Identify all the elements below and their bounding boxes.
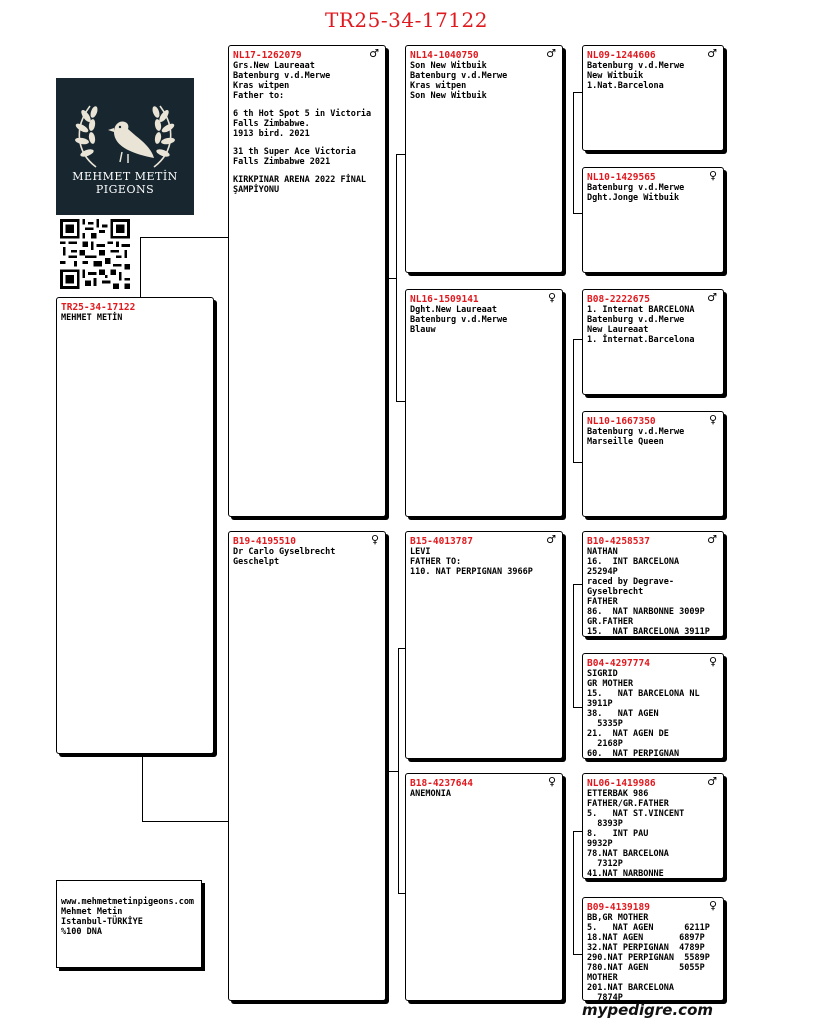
- pigeon-line: Blauw: [410, 325, 436, 335]
- brand-name-line1: MEHMET METİN: [72, 170, 178, 183]
- ring-number: NL16-1509141: [410, 294, 479, 305]
- pigeon-lines: [587, 669, 719, 759]
- pigeon-line: 41.NAT NARBONNE: [587, 869, 664, 879]
- pigeon-card-ddd[interactable]: [582, 897, 724, 1001]
- pigeon-line: Falls Zimbabwe.: [233, 119, 310, 129]
- dna-note: %100 DNA: [61, 927, 102, 937]
- brand-name: [56, 170, 194, 196]
- pigeon-line: Marseille Queen: [587, 437, 664, 447]
- pigeon-line: 9932P: [587, 839, 613, 849]
- pigeon-line: 5335P: [587, 719, 623, 729]
- ring-number: NL06-1419986: [587, 778, 656, 789]
- pigeon-lines: [587, 305, 719, 345]
- pigeon-lines: [410, 305, 558, 335]
- pigeon-line: 6 th Hot Spot 5 in Victoria: [233, 109, 372, 119]
- pigeon-line: 290.NAT PERPIGNAN 5589P: [587, 953, 710, 963]
- female-icon: ♀: [547, 291, 556, 304]
- pigeon-line: MEHMET METİN: [61, 313, 123, 323]
- pigeon-card-ds[interactable]: [405, 531, 563, 759]
- pigeon-line: FATHER: [587, 597, 618, 607]
- pigeon-line: New Laureaat: [587, 325, 649, 335]
- pigeon-lines: [410, 547, 558, 577]
- pigeon-card-dds[interactable]: [582, 773, 724, 879]
- female-icon: ♀: [708, 655, 717, 668]
- ring-number: B04-4297774: [587, 658, 650, 669]
- pigeon-line: Batenburg v.d.Merwe: [587, 61, 685, 71]
- pigeon-line: GR.FATHER: [587, 617, 634, 627]
- pigeon-lines: [233, 547, 381, 567]
- pigeon-line: Kras witpen: [410, 81, 467, 91]
- ring-number: NL09-1244606: [587, 50, 656, 61]
- pigeon-lines: [587, 547, 719, 637]
- brand-logo: [56, 78, 194, 215]
- pigeon-line: SIGRID: [587, 669, 618, 679]
- male-icon: ♂: [707, 533, 717, 546]
- pigeon-line: ANEMONIA: [410, 789, 451, 799]
- pigeon-line: 780.NAT AGEN 5055P: [587, 963, 705, 973]
- pigeon-line: 16. INT BARCELONA: [587, 557, 680, 567]
- pigeon-line: Father to:: [233, 91, 285, 101]
- pigeon-line: 31 th Super Ace Victoria: [233, 147, 356, 157]
- pigeon-line: 8393P: [587, 819, 623, 829]
- pigeon-card-dsd[interactable]: [582, 653, 724, 759]
- pigeon-line: raced by Degrave-: [587, 577, 674, 587]
- connector-subject-dam: [142, 754, 230, 822]
- pigeon-line: FATHER/GR.FATHER: [587, 799, 669, 809]
- pedigree-title: TR25-34-17122: [325, 8, 488, 32]
- male-icon: ♂: [546, 533, 556, 546]
- pigeon-line: 8. INT PAU: [587, 829, 649, 839]
- pigeon-line: 5. NAT ST.VINCENT: [587, 809, 685, 819]
- pigeon-line: Falls Zimbabwe 2021: [233, 157, 331, 167]
- male-icon: ♂: [707, 291, 717, 304]
- pigeon-line: MOTHER: [587, 973, 618, 983]
- pigeon-line: 7874P: [587, 993, 623, 1001]
- connector-dam-parents: [398, 648, 405, 894]
- ring-number: NL10-1429565: [587, 172, 656, 183]
- pigeon-line: GR MOTHER: [587, 679, 634, 689]
- pigeon-line: KIRKPINAR ARENA 2022 FİNAL: [233, 175, 367, 185]
- pigeon-lines: [410, 789, 558, 799]
- pigeon-line: Geschelpt: [233, 557, 280, 567]
- pigeon-line: 110. NAT PERPIGNAN 3966P: [410, 567, 533, 577]
- female-icon: ♀: [547, 775, 556, 788]
- pigeon-line: [233, 139, 381, 147]
- pigeon-line: Batenburg v.d.Merwe: [587, 183, 685, 193]
- ring-number: B15-4013787: [410, 536, 473, 547]
- ring-number: B10-4258537: [587, 536, 650, 547]
- pigeon-line: Son New Witbuik: [410, 61, 487, 71]
- pigeon-line: ETTERBAK 986: [587, 789, 649, 799]
- pigeon-line: 86. NAT NARBONNE 3009P: [587, 607, 705, 617]
- pigeon-line: Batenburg v.d.Merwe: [233, 71, 331, 81]
- breeder-name: Mehmet Metin: [61, 907, 123, 917]
- pigeon-card-ss[interactable]: [405, 45, 563, 273]
- pigeon-line: ŞAMPİYONU: [233, 185, 280, 195]
- pigeon-card-dd[interactable]: [405, 773, 563, 1001]
- pigeon-lines: [587, 427, 719, 447]
- breeder-info-box: [56, 880, 202, 968]
- pigeon-lines: [410, 61, 558, 101]
- ring-number: NL10-1667350: [587, 416, 656, 427]
- ring-number: NL17-1262079: [233, 50, 302, 61]
- pigeon-line: LEVI: [410, 547, 431, 557]
- pigeon-card-subject[interactable]: [56, 297, 214, 754]
- pigeon-card-ssd[interactable]: [582, 167, 724, 273]
- pigeon-line: Batenburg v.d.Merwe: [410, 71, 508, 81]
- pigeon-line: Dght.Jonge Witbuik: [587, 193, 680, 203]
- pigeon-card-sds[interactable]: [582, 289, 724, 395]
- pigeon-lines: [587, 789, 719, 879]
- male-icon: ♂: [546, 47, 556, 60]
- pigeon-line: Batenburg v.d.Merwe: [587, 427, 685, 437]
- pigeon-line: Gyselbrecht: [587, 587, 644, 597]
- male-icon: ♂: [369, 47, 379, 60]
- ring-number: NL14-1040750: [410, 50, 479, 61]
- ring-number: B09-4139189: [587, 902, 650, 913]
- pigeon-line: 1. Internat BARCELONA: [587, 305, 695, 315]
- pigeon-line: 5. NAT AGEN 6211P: [587, 923, 710, 933]
- pigeon-line: Dght.New Laureaat: [410, 305, 497, 315]
- pigeon-card-sd[interactable]: [405, 289, 563, 517]
- connector-sire-join: [386, 278, 396, 279]
- pigeon-line: [233, 167, 381, 175]
- female-icon: ♀: [708, 899, 717, 912]
- pigeon-line: FATHER TO:: [410, 557, 462, 567]
- ring-number: B08-2222675: [587, 294, 650, 305]
- pigeon-line: Batenburg v.d.Merwe: [587, 315, 685, 325]
- pigeon-line: 1.Nat.Barcelona: [587, 81, 664, 91]
- female-icon: ♀: [370, 533, 379, 546]
- footer-brand-link[interactable]: mypedigre.com: [581, 1001, 713, 1019]
- pigeon-line: Son New Witbuik: [410, 91, 487, 101]
- pigeon-line: 3911P: [587, 699, 613, 709]
- pigeon-card-sss[interactable]: [582, 45, 724, 151]
- ring-number: B18-4237644: [410, 778, 473, 789]
- pigeon-lines: [587, 913, 719, 1001]
- pigeon-line: [233, 101, 381, 109]
- brand-name-line2: PIGEONS: [95, 183, 155, 196]
- pigeon-line: 18.NAT AGEN 6897P: [587, 933, 705, 943]
- pigeon-line: 1. İnternat.Barcelona: [587, 335, 695, 345]
- ring-number: B19-4195510: [233, 536, 296, 547]
- ring-number: TR25-34-17122: [61, 302, 136, 313]
- laurel-pigeon-icon: [56, 92, 194, 172]
- connector-subject-sire: [140, 237, 230, 297]
- pigeon-line: 25294P: [587, 567, 618, 577]
- pigeon-line: 1913 bird. 2021: [233, 129, 310, 139]
- qr-code-icon[interactable]: [60, 219, 130, 289]
- connector-sire-parents: [396, 154, 405, 402]
- pigeon-line: 21. NAT AGEN DE: [587, 729, 669, 739]
- pigeon-line: 15. NAT BARCELONA NL: [587, 689, 700, 699]
- pigeon-lines: [587, 183, 719, 203]
- pigeon-line: NATHAN: [587, 547, 618, 557]
- female-icon: ♀: [708, 413, 717, 426]
- pigeon-card-dss[interactable]: [582, 531, 724, 637]
- pigeon-line: 32.NAT PERPIGNAN 4789P: [587, 943, 705, 953]
- pigeon-card-dam[interactable]: [228, 531, 386, 1001]
- pigeon-line: 2168P: [587, 739, 623, 749]
- pigeon-line: Dr Carlo Gyselbrecht: [233, 547, 336, 557]
- pigeon-line: Kras witpen: [233, 81, 290, 91]
- pigeon-line: BB,GR MOTHER: [587, 913, 649, 923]
- connector-dam-join: [386, 771, 398, 772]
- male-icon: ♂: [707, 775, 717, 788]
- pigeon-line: Grs.New Laureaat: [233, 61, 315, 71]
- female-icon: ♀: [708, 169, 717, 182]
- pigeon-line: 60. NAT PERPIGNAN: [587, 749, 680, 759]
- pigeon-lines: [587, 61, 719, 91]
- website-link[interactable]: www.mehmetmetinpigeons.com: [61, 897, 195, 907]
- pigeon-line: 201.NAT BARCELONA: [587, 983, 674, 993]
- pigeon-card-sire[interactable]: [228, 45, 386, 517]
- male-icon: ♂: [707, 47, 717, 60]
- pigeon-lines: [61, 313, 209, 323]
- pigeon-line: New Witbuik: [587, 71, 644, 81]
- pigeon-line: 78.NAT BARCELONA: [587, 849, 669, 859]
- pigeon-line: 38. NAT AGEN: [587, 709, 659, 719]
- breeder-location: Istanbul-TÜRKİYE: [61, 917, 143, 927]
- pigeon-lines: [233, 61, 381, 195]
- pigeon-line: 7312P: [587, 859, 623, 869]
- pigeon-card-sdd[interactable]: [582, 411, 724, 517]
- pigeon-line: 15. NAT BARCELONA 3911P: [587, 627, 710, 637]
- pigeon-line: Batenburg v.d.Merwe: [410, 315, 508, 325]
